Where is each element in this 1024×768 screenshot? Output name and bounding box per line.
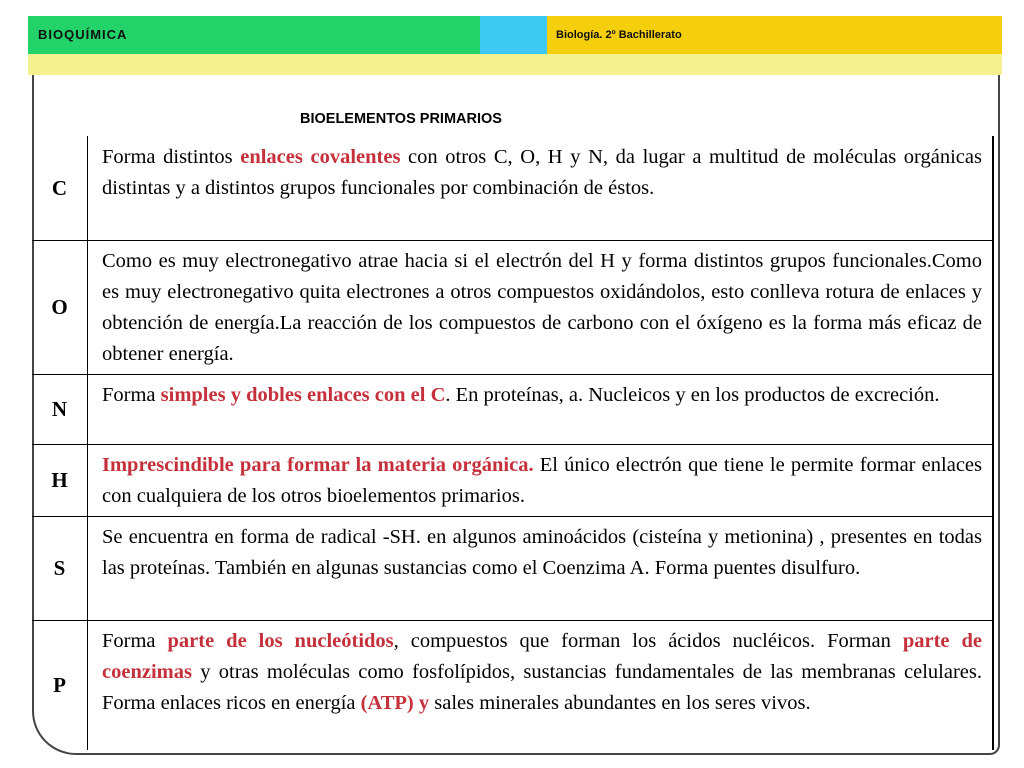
description-text: sales minerales abundantes en los seres vivos. (429, 692, 811, 714)
header-band-cyan (480, 16, 547, 54)
header-band-pale (28, 54, 1002, 75)
highlighted-text: Imprescindible para formar la materia orgánica. (102, 454, 534, 476)
element-symbol: N (32, 374, 88, 444)
bioelements-table (32, 136, 994, 750)
highlighted-text: enlaces covalentes (240, 146, 401, 168)
element-symbol: O (32, 240, 88, 374)
element-symbol: S (32, 516, 88, 620)
element-description (102, 626, 982, 719)
header-title: BIOQUÍMICA (38, 27, 128, 42)
description-text: Forma (102, 384, 161, 406)
description-text: Forma (102, 630, 168, 652)
element-description (102, 246, 982, 370)
element-description (102, 522, 982, 584)
description-text: y otras moléculas como fosfolípidos, sustancias fundamentales de las membranas celulares. Forma enlaces ricos en energía (102, 661, 982, 714)
element-description (102, 380, 982, 411)
element-symbol: C (32, 136, 88, 240)
table-row-o (32, 240, 994, 374)
description-text: Se encuentra en forma de radical -SH. en algunos aminoácidos (cisteína y metionina) , presentes en todas las proteínas. También en algunas sustancias como el Coenzima A. Forma puentes disulfuro. (102, 526, 982, 579)
table-row-c (32, 136, 994, 240)
description-text: Como es muy electronegativo atrae hacia si el electrón del H y forma distintos grupos funcionales.Como es muy electronegativo quita electrones a otros compuestos oxidándolos, esto conlleva rotura de enlaces y obtención de energía.La reacción de los compuestos de carbono con el óxígeno es la forma más eficaz de obtener energía. (102, 250, 982, 365)
description-text: , compuestos que forman los ácidos nucléicos. Forman (393, 630, 903, 652)
element-description (102, 142, 982, 204)
highlighted-text: parte de coenzimas (102, 630, 982, 683)
description-text: . En proteínas, a. Nucleicos y en los productos de excreción. (445, 384, 940, 406)
table-row-n (32, 374, 994, 444)
highlighted-text: simples y dobles enlaces con el C (160, 384, 446, 406)
table-row-s (32, 516, 994, 620)
table-row-p (32, 620, 994, 750)
highlighted-text: parte de los nucleótidos (167, 630, 394, 652)
description-text: Forma distintos (102, 146, 241, 168)
element-symbol: H (32, 444, 88, 516)
section-title: BIOELEMENTOS PRIMARIOS (300, 111, 502, 127)
element-description (102, 450, 982, 512)
description-text: con otros C, O, H y N, da lugar a multitud de moléculas orgánicas distintas y a distintos grupos funcionales por combinación de éstos. (102, 146, 982, 199)
header-subtitle: Biología. 2º Bachillerato (556, 29, 682, 41)
table-row-h (32, 444, 994, 516)
element-symbol: P (32, 620, 88, 750)
description-text: El único electrón que tiene le permite formar enlaces con cualquiera de los otros bioelementos primarios. (102, 454, 982, 507)
highlighted-text: (ATP) y (360, 692, 430, 714)
